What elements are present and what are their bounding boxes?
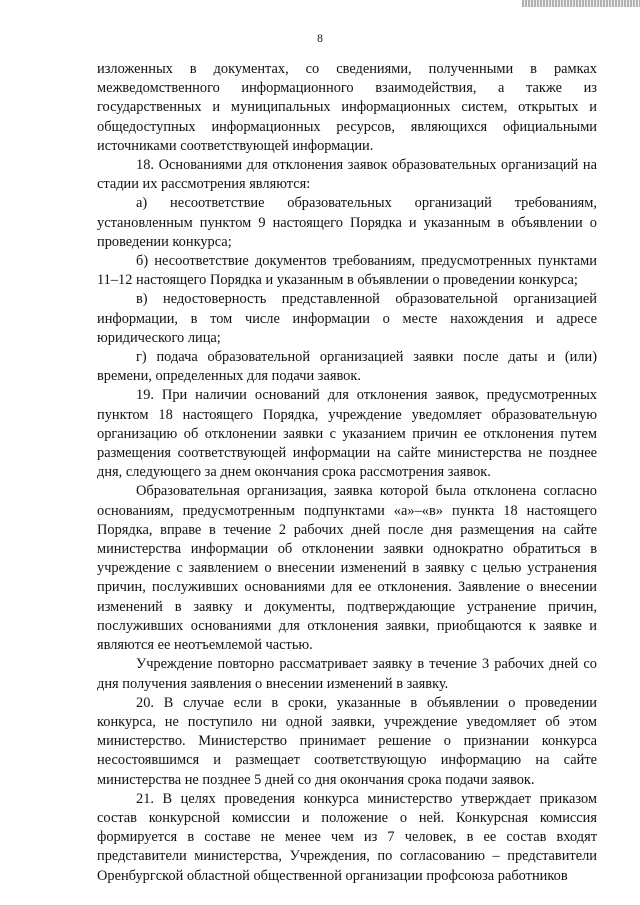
paragraph-19: 19. При наличии оснований для отклонения заявок, предусмотренных пунктом 18 настоящего Порядка, учреждение уведомляет образовательную организацию об отклонении заявки с указанием причин ее отклонения путем размещения соответствующей информации на сайте министерства не позднее дня, следующего за днем окончания срока рассмотрения заявок. (97, 387, 597, 481)
paragraph-19-appeal: Образовательная организация, заявка которой была отклонена согласно основаниям, предусмотренным подпунктами «а»–«в» пункта 18 настоящего Порядка, вправе в течение 2 рабочих дней после дня размещения на сайте министерства информации об отклонении заявки однократно обратиться в учреждение с заявлением о внесении изменений в заявку с целью устранения причин, послуживших основаниями для ее отклонения. Заявление о внесении изменений в заявку и документы, подтверждающие устранение причин, послуживших основаниями для отклонения заявки, приобщаются к заявке и являются ее неотъемлемой частью. (97, 483, 597, 654)
paragraph-21: 21. В целях проведения конкурса министерство утверждает приказом состав конкурсной комиссии и положение о ней. Конкурсная комиссия формируется в составе не менее чем из 7 человек, в ее состав входят представители министерства, Учреждения, по согласованию – представители Оренбургской областной общественной организации профсоюза работников (97, 790, 597, 884)
page-number: 8 (317, 33, 323, 45)
paragraph-18-b: б) несоответствие документов требованиям, предусмотренных пунктами 11–12 настоящего Порядка и указанным в объявлении о проведении конкурса; (97, 253, 597, 289)
paragraph-18-v: в) недостоверность представленной образовательной организацией информации, в том числе информации о месте нахождения и адресе юридического лица; (97, 291, 597, 346)
scan-edge-mark (522, 0, 640, 7)
paragraph-18-a: а) несоответствие образовательных организаций требованиям, установленным пунктом 9 настоящего Порядка и указанным в объявлении о проведении конкурса; (97, 195, 597, 250)
paragraph-continuation: изложенных в документах, со сведениями, полученными в рамках межведомственного информационного взаимодействия, а также из государственных и муниципальных информационных систем, открытых и общедоступных информационных ресурсов, являющихся официальными источниками соответствующей информации. (97, 61, 597, 154)
paragraph-18: 18. Основаниями для отклонения заявок образовательных организаций на стадии их рассмотрения являются: (97, 157, 597, 193)
paragraph-18-g: г) подача образовательной организацией заявки после даты и (или) времени, определенных для подачи заявок. (97, 349, 597, 385)
paragraph-19-review: Учреждение повторно рассматривает заявку в течение 3 рабочих дней со дня получения заявления о внесении изменений в заявку. (97, 656, 597, 692)
document-body (97, 60, 597, 886)
paragraph-20: 20. В случае если в сроки, указанные в объявлении о проведении конкурса, не поступило ни одной заявки, учреждение уведомляет об этом министерство. Министерство принимает решение о признании конкурса несостоявшимся и размещает соответствующую информацию на сайте министерства не позднее 5 дней со дня окончания срока подачи заявок. (97, 694, 597, 788)
